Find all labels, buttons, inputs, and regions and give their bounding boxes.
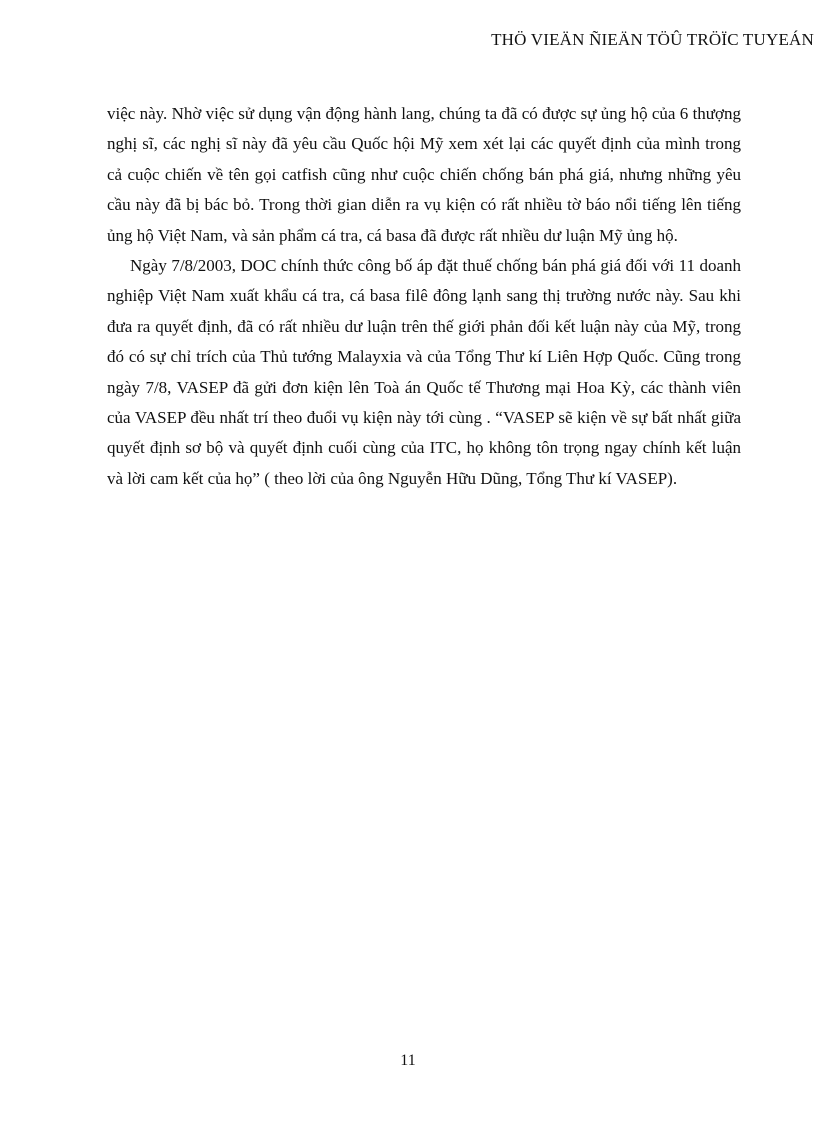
page-number: 11 [400,1052,416,1069]
paragraph-continuation: việc này. Nhờ việc sử dụng vận động hành lang, chúng ta đã có được sự ủng hộ của 6 thượng nghị sĩ, các nghị sĩ này đã yêu cầu Quốc hội Mỹ xem xét lại các quyết định của mình trong cả cuộc chiến về tên gọi catfish cũng như cuộc chiến chống bán phá giá, nhưng những yêu cầu này đã bị bác bỏ. Trong thời gian diễn ra vụ kiện có rất nhiều tờ báo nổi tiếng lên tiếng ủng hộ Việt Nam, và sản phẩm cá tra, cá basa đã được rất nhiều dư luận Mỹ ủng hộ. [107,104,741,245]
body-text [107,99,741,494]
running-header: THÖ VIEÄN ÑIEÄN TÖÛ TRÖÏC TUYEÁN [491,30,814,49]
paragraph-doc-ruling: Ngày 7/8/2003, DOC chính thức công bố áp đặt thuế chống bán phá giá đối với 11 doanh nghiệp Việt Nam xuất khẩu cá tra, cá basa filê đông lạnh sang thị trường nước này. Sau khi đưa ra quyết định, đã có rất nhiều dư luận trên thế giới phản đối kết luận này của Mỹ, trong đó có sự chỉ trích của Thủ tướng Malayxia và của Tổng Thư kí Liên Hợp Quốc. Cũng trong ngày 7/8, VASEP đã gửi đơn kiện lên Toà án Quốc tế Thương mại Hoa Kỳ, các thành viên của VASEP đều nhất trí theo đuổi vụ kiện này tới cùng . “VASEP sẽ kiện về sự bất nhất giữa quyết định sơ bộ và quyết định cuối cùng của ITC, họ không tôn trọng ngay chính kết luận và lời cam kết của họ” ( theo lời của ông Nguyễn Hữu Dũng, Tổng Thư kí VASEP). [107,256,741,488]
